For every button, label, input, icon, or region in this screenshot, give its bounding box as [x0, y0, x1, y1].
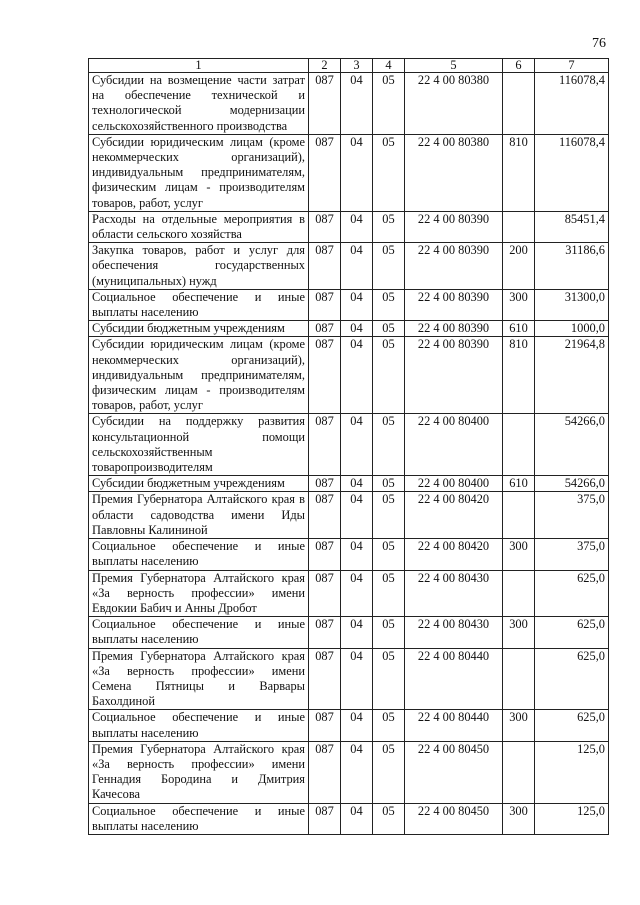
cell-pr: 05: [373, 648, 405, 710]
cell-pr: 05: [373, 803, 405, 834]
cell-sum: 625,0: [535, 617, 609, 648]
cell-name: Премия Губернатора Алтайского края в области садоводства имени Иды Павловны Калининой: [89, 492, 309, 539]
cell-sum: 375,0: [535, 492, 609, 539]
table-row: [89, 321, 609, 337]
cell-pr: 05: [373, 570, 405, 617]
cell-csr: 22 4 00 80380: [405, 73, 503, 135]
table-row: [89, 617, 609, 648]
table-row: [89, 648, 609, 710]
cell-pr: 05: [373, 539, 405, 570]
cell-name: Субсидии бюджетным учреждениям: [89, 476, 309, 492]
cell-rz: 04: [341, 289, 373, 320]
cell-name: Субсидии на поддержку развития консультационной помощи сельскохозяйственным товаропроизводителям: [89, 414, 309, 476]
cell-csr: 22 4 00 80430: [405, 617, 503, 648]
cell-csr: 22 4 00 80390: [405, 211, 503, 242]
cell-csr: 22 4 00 80440: [405, 710, 503, 741]
table-row: [89, 414, 609, 476]
cell-name: Социальное обеспечение и иные выплаты населению: [89, 539, 309, 570]
cell-name: Премия Губернатора Алтайского края «За верность профессии» имени Евдокии Бабич и Анны Дробот: [89, 570, 309, 617]
cell-ved: 087: [309, 414, 341, 476]
cell-sum: 31300,0: [535, 289, 609, 320]
cell-rz: 04: [341, 134, 373, 211]
column-header-vr: 6: [503, 59, 535, 73]
cell-vr: [503, 211, 535, 242]
table-row: [89, 492, 609, 539]
cell-pr: 05: [373, 73, 405, 135]
cell-rz: 04: [341, 539, 373, 570]
column-header-pr: 4: [373, 59, 405, 73]
cell-pr: 05: [373, 337, 405, 414]
cell-rz: 04: [341, 211, 373, 242]
cell-name: Социальное обеспечение и иные выплаты населению: [89, 617, 309, 648]
table-row: [89, 337, 609, 414]
cell-sum: 116078,4: [535, 134, 609, 211]
cell-vr: [503, 570, 535, 617]
column-header-sum: 7: [535, 59, 609, 73]
column-header-csr: 5: [405, 59, 503, 73]
table-body: [89, 73, 609, 835]
cell-pr: 05: [373, 617, 405, 648]
cell-rz: 04: [341, 321, 373, 337]
cell-rz: 04: [341, 617, 373, 648]
cell-ved: 087: [309, 289, 341, 320]
cell-pr: 05: [373, 710, 405, 741]
cell-sum: 125,0: [535, 741, 609, 803]
cell-name: Субсидии юридическим лицам (кроме некоммерческих организаций), индивидуальным предпринимателям, физическим лицам - производителям товаров, работ, услуг: [89, 134, 309, 211]
cell-csr: 22 4 00 80450: [405, 741, 503, 803]
cell-pr: 05: [373, 476, 405, 492]
cell-name: Социальное обеспечение и иные выплаты населению: [89, 710, 309, 741]
cell-sum: 125,0: [535, 803, 609, 834]
cell-sum: 116078,4: [535, 73, 609, 135]
cell-vr: 300: [503, 539, 535, 570]
cell-name: Социальное обеспечение и иные выплаты населению: [89, 803, 309, 834]
cell-ved: 087: [309, 321, 341, 337]
table-row: [89, 73, 609, 135]
cell-csr: 22 4 00 80390: [405, 243, 503, 290]
budget-table: [88, 58, 609, 835]
table-row: [89, 476, 609, 492]
cell-vr: [503, 73, 535, 135]
cell-ved: 087: [309, 73, 341, 135]
cell-vr: [503, 648, 535, 710]
cell-pr: 05: [373, 134, 405, 211]
cell-csr: 22 4 00 80450: [405, 803, 503, 834]
table-row: [89, 243, 609, 290]
table-header-row: [89, 59, 609, 73]
cell-name: Субсидии юридическим лицам (кроме некоммерческих организаций), индивидуальным предпринимателям, физическим лицам - производителям товаров, работ, услуг: [89, 337, 309, 414]
cell-pr: 05: [373, 243, 405, 290]
cell-rz: 04: [341, 570, 373, 617]
table-row: [89, 539, 609, 570]
cell-sum: 21964,8: [535, 337, 609, 414]
cell-ved: 087: [309, 476, 341, 492]
cell-csr: 22 4 00 80440: [405, 648, 503, 710]
cell-csr: 22 4 00 80420: [405, 492, 503, 539]
cell-name: Премия Губернатора Алтайского края «За верность профессии» имени Семена Пятницы и Варвары Бахолдиной: [89, 648, 309, 710]
cell-rz: 04: [341, 710, 373, 741]
cell-pr: 05: [373, 492, 405, 539]
cell-ved: 087: [309, 211, 341, 242]
table-row: [89, 289, 609, 320]
table-row: [89, 570, 609, 617]
cell-rz: 04: [341, 414, 373, 476]
cell-rz: 04: [341, 243, 373, 290]
cell-ved: 087: [309, 134, 341, 211]
cell-rz: 04: [341, 73, 373, 135]
table-row: [89, 741, 609, 803]
page-number: 76: [592, 36, 606, 51]
cell-pr: 05: [373, 741, 405, 803]
column-header-rz: 3: [341, 59, 373, 73]
cell-ved: 087: [309, 648, 341, 710]
cell-csr: 22 4 00 80390: [405, 321, 503, 337]
cell-ved: 087: [309, 243, 341, 290]
cell-rz: 04: [341, 476, 373, 492]
cell-rz: 04: [341, 648, 373, 710]
cell-ved: 087: [309, 617, 341, 648]
column-header-name: 1: [89, 59, 309, 73]
cell-vr: 610: [503, 321, 535, 337]
cell-ved: 087: [309, 337, 341, 414]
cell-vr: [503, 492, 535, 539]
cell-sum: 625,0: [535, 570, 609, 617]
cell-sum: 54266,0: [535, 476, 609, 492]
cell-pr: 05: [373, 289, 405, 320]
cell-sum: 54266,0: [535, 414, 609, 476]
cell-vr: [503, 414, 535, 476]
cell-vr: 300: [503, 803, 535, 834]
cell-csr: 22 4 00 80380: [405, 134, 503, 211]
cell-ved: 087: [309, 539, 341, 570]
cell-name: Закупка товаров, работ и услуг для обеспечения государственных (муниципальных) нужд: [89, 243, 309, 290]
cell-sum: 31186,6: [535, 243, 609, 290]
cell-ved: 087: [309, 741, 341, 803]
cell-vr: 810: [503, 337, 535, 414]
cell-vr: 300: [503, 710, 535, 741]
cell-csr: 22 4 00 80400: [405, 414, 503, 476]
table-row: [89, 211, 609, 242]
cell-rz: 04: [341, 741, 373, 803]
cell-rz: 04: [341, 337, 373, 414]
cell-sum: 375,0: [535, 539, 609, 570]
cell-vr: [503, 741, 535, 803]
cell-sum: 1000,0: [535, 321, 609, 337]
cell-pr: 05: [373, 211, 405, 242]
cell-name: Субсидии на возмещение части затрат на обеспечение технической и технологической модернизации сельскохозяйственного производства: [89, 73, 309, 135]
cell-pr: 05: [373, 321, 405, 337]
cell-vr: 300: [503, 617, 535, 648]
table-row: [89, 803, 609, 834]
cell-sum: 625,0: [535, 648, 609, 710]
cell-name: Социальное обеспечение и иные выплаты населению: [89, 289, 309, 320]
cell-csr: 22 4 00 80430: [405, 570, 503, 617]
cell-name: Субсидии бюджетным учреждениям: [89, 321, 309, 337]
cell-vr: 200: [503, 243, 535, 290]
cell-vr: 610: [503, 476, 535, 492]
cell-csr: 22 4 00 80390: [405, 337, 503, 414]
cell-ved: 087: [309, 570, 341, 617]
cell-pr: 05: [373, 414, 405, 476]
cell-name: Премия Губернатора Алтайского края «За верность профессии» имени Геннадия Бородина и Дмитрия Качесова: [89, 741, 309, 803]
cell-csr: 22 4 00 80400: [405, 476, 503, 492]
cell-ved: 087: [309, 803, 341, 834]
cell-vr: 810: [503, 134, 535, 211]
cell-ved: 087: [309, 492, 341, 539]
cell-sum: 85451,4: [535, 211, 609, 242]
table-row: [89, 134, 609, 211]
cell-csr: 22 4 00 80420: [405, 539, 503, 570]
cell-vr: 300: [503, 289, 535, 320]
cell-rz: 04: [341, 492, 373, 539]
table-row: [89, 710, 609, 741]
cell-sum: 625,0: [535, 710, 609, 741]
cell-name: Расходы на отдельные мероприятия в области сельского хозяйства: [89, 211, 309, 242]
cell-csr: 22 4 00 80390: [405, 289, 503, 320]
column-header-ved: 2: [309, 59, 341, 73]
cell-ved: 087: [309, 710, 341, 741]
cell-rz: 04: [341, 803, 373, 834]
